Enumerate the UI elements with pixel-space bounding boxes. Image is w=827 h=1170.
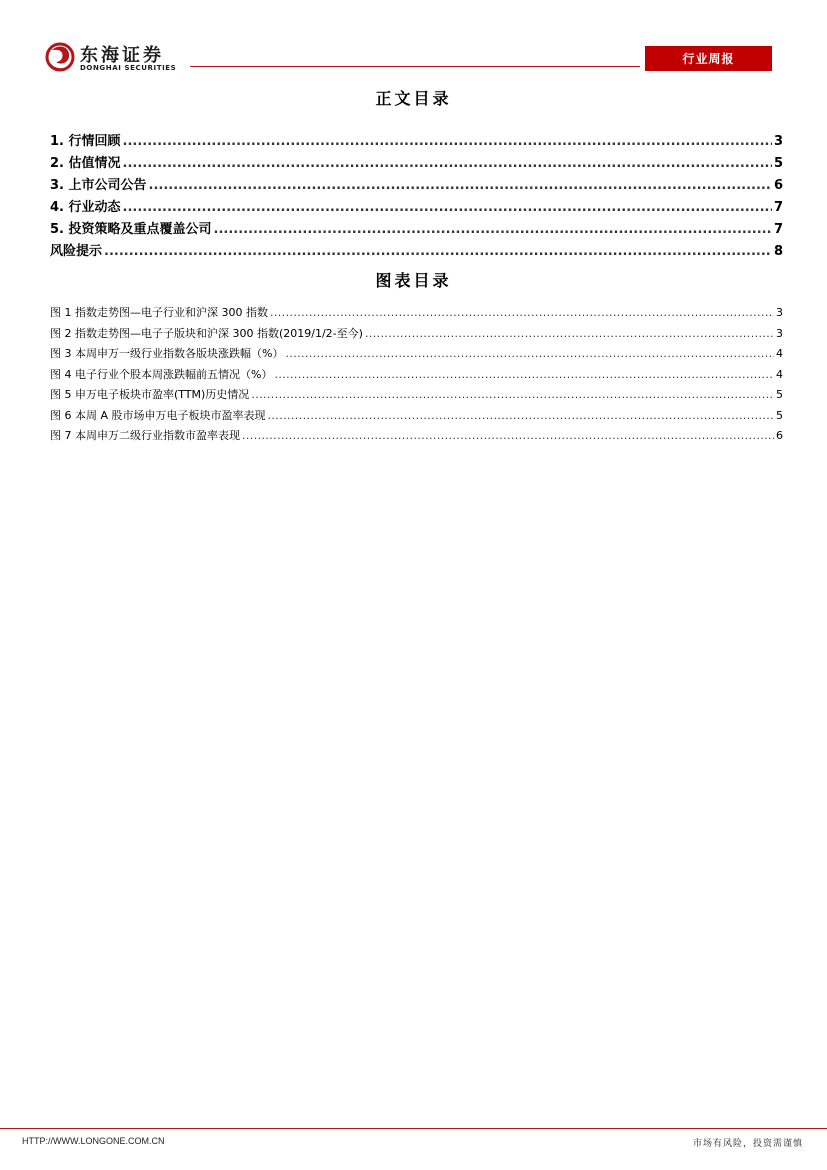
toc-entry-page: 5 xyxy=(773,156,783,171)
footer-divider xyxy=(0,1128,827,1129)
toc-leader-dots xyxy=(285,347,774,360)
main-toc xyxy=(50,130,783,262)
figure-toc-entry[interactable] xyxy=(50,325,783,346)
toc-entry-label: 5. 投资策略及重点覆盖公司 xyxy=(50,222,212,237)
figure-toc-entry-label: 图 7 本周申万二级行业指数市盈率表现 xyxy=(50,429,240,442)
toc-entry[interactable] xyxy=(50,130,783,152)
toc-entry[interactable] xyxy=(50,174,783,196)
toc-entry-label: 2. 估值情况 xyxy=(50,156,121,171)
toc-leader-dots xyxy=(123,200,772,215)
toc-leader-dots xyxy=(365,327,774,340)
toc-entry-label: 4. 行业动态 xyxy=(50,200,121,215)
figure-toc-entry[interactable] xyxy=(50,427,783,448)
toc-entry[interactable] xyxy=(50,152,783,174)
toc-leader-dots xyxy=(251,388,774,401)
toc-entry-page: 8 xyxy=(773,244,783,259)
toc-entry-page: 6 xyxy=(773,178,783,193)
toc-entry-page: 7 xyxy=(773,200,783,215)
figure-toc-entry-page: 5 xyxy=(776,388,783,401)
figure-toc-entry-page: 5 xyxy=(776,408,783,422)
figure-toc-entry-label: 图 1 指数走势图—电子行业和沪深 300 指数 xyxy=(50,306,268,319)
figure-toc-entry[interactable] xyxy=(50,345,783,366)
toc-leader-dots xyxy=(123,134,772,149)
toc-entry-page: 3 xyxy=(773,134,783,149)
figure-toc-entry-label: 图 3 本周申万一级行业指数各版块涨跌幅（%） xyxy=(50,347,284,360)
toc-leader-dots xyxy=(149,178,772,193)
figure-toc-entry-label: 图 4 电子行业个股本周涨跌幅前五情况（%） xyxy=(50,367,273,381)
toc-leader-dots xyxy=(268,409,774,422)
figure-toc-entry-label: 图 5 申万电子板块市盈率(TTM)历史情况 xyxy=(50,388,250,401)
figure-toc-entry-page: 4 xyxy=(776,347,783,360)
dragon-logo-icon xyxy=(44,40,76,74)
figure-toc-title: 图表目录 xyxy=(375,271,452,290)
toc-entry[interactable] xyxy=(50,240,783,262)
logo-english-name: DONGHAI SECURITIES xyxy=(80,64,177,72)
toc-entry-label: 1. 行情回顾 xyxy=(50,134,121,149)
report-type-badge: 行业周报 xyxy=(645,46,772,71)
toc-entry[interactable] xyxy=(50,218,783,240)
main-toc-title: 正文目录 xyxy=(375,89,452,108)
figure-toc-entry[interactable] xyxy=(50,407,783,428)
toc-entry-page: 7 xyxy=(773,222,783,237)
toc-leader-dots xyxy=(274,368,774,381)
logo-chinese-name: 东海证券 xyxy=(80,45,164,66)
toc-leader-dots xyxy=(214,222,772,237)
figure-toc-entry-label: 图 2 指数走势图—电子子版块和沪深 300 指数(2019/1/2-至今) xyxy=(50,326,363,340)
figure-toc-entry[interactable] xyxy=(50,386,783,407)
figure-toc-entry-page: 3 xyxy=(776,326,783,340)
header-divider xyxy=(190,66,640,67)
figure-toc-entry[interactable] xyxy=(50,304,783,325)
figure-toc-entry-page: 3 xyxy=(776,306,783,319)
figure-toc xyxy=(50,304,783,448)
footer-website-link[interactable]: HTTP://WWW.LONGONE.COM.CN xyxy=(22,1136,165,1146)
toc-leader-dots xyxy=(242,429,774,442)
toc-leader-dots xyxy=(104,244,772,259)
company-logo xyxy=(44,40,189,76)
figure-toc-entry-page: 4 xyxy=(776,367,783,381)
footer-risk-note: 市场有风险，投资需谨慎 xyxy=(692,1139,803,1149)
toc-entry-label: 3. 上市公司公告 xyxy=(50,178,147,193)
figure-toc-entry-label: 图 6 本周 A 股市场申万电子板块市盈率表现 xyxy=(50,408,266,422)
toc-leader-dots xyxy=(123,156,772,171)
toc-leader-dots xyxy=(270,306,774,319)
toc-entry[interactable] xyxy=(50,196,783,218)
toc-entry-label: 风险提示 xyxy=(50,244,103,259)
figure-toc-entry-page: 6 xyxy=(776,429,783,442)
figure-toc-entry[interactable] xyxy=(50,366,783,387)
page-header xyxy=(0,0,827,80)
